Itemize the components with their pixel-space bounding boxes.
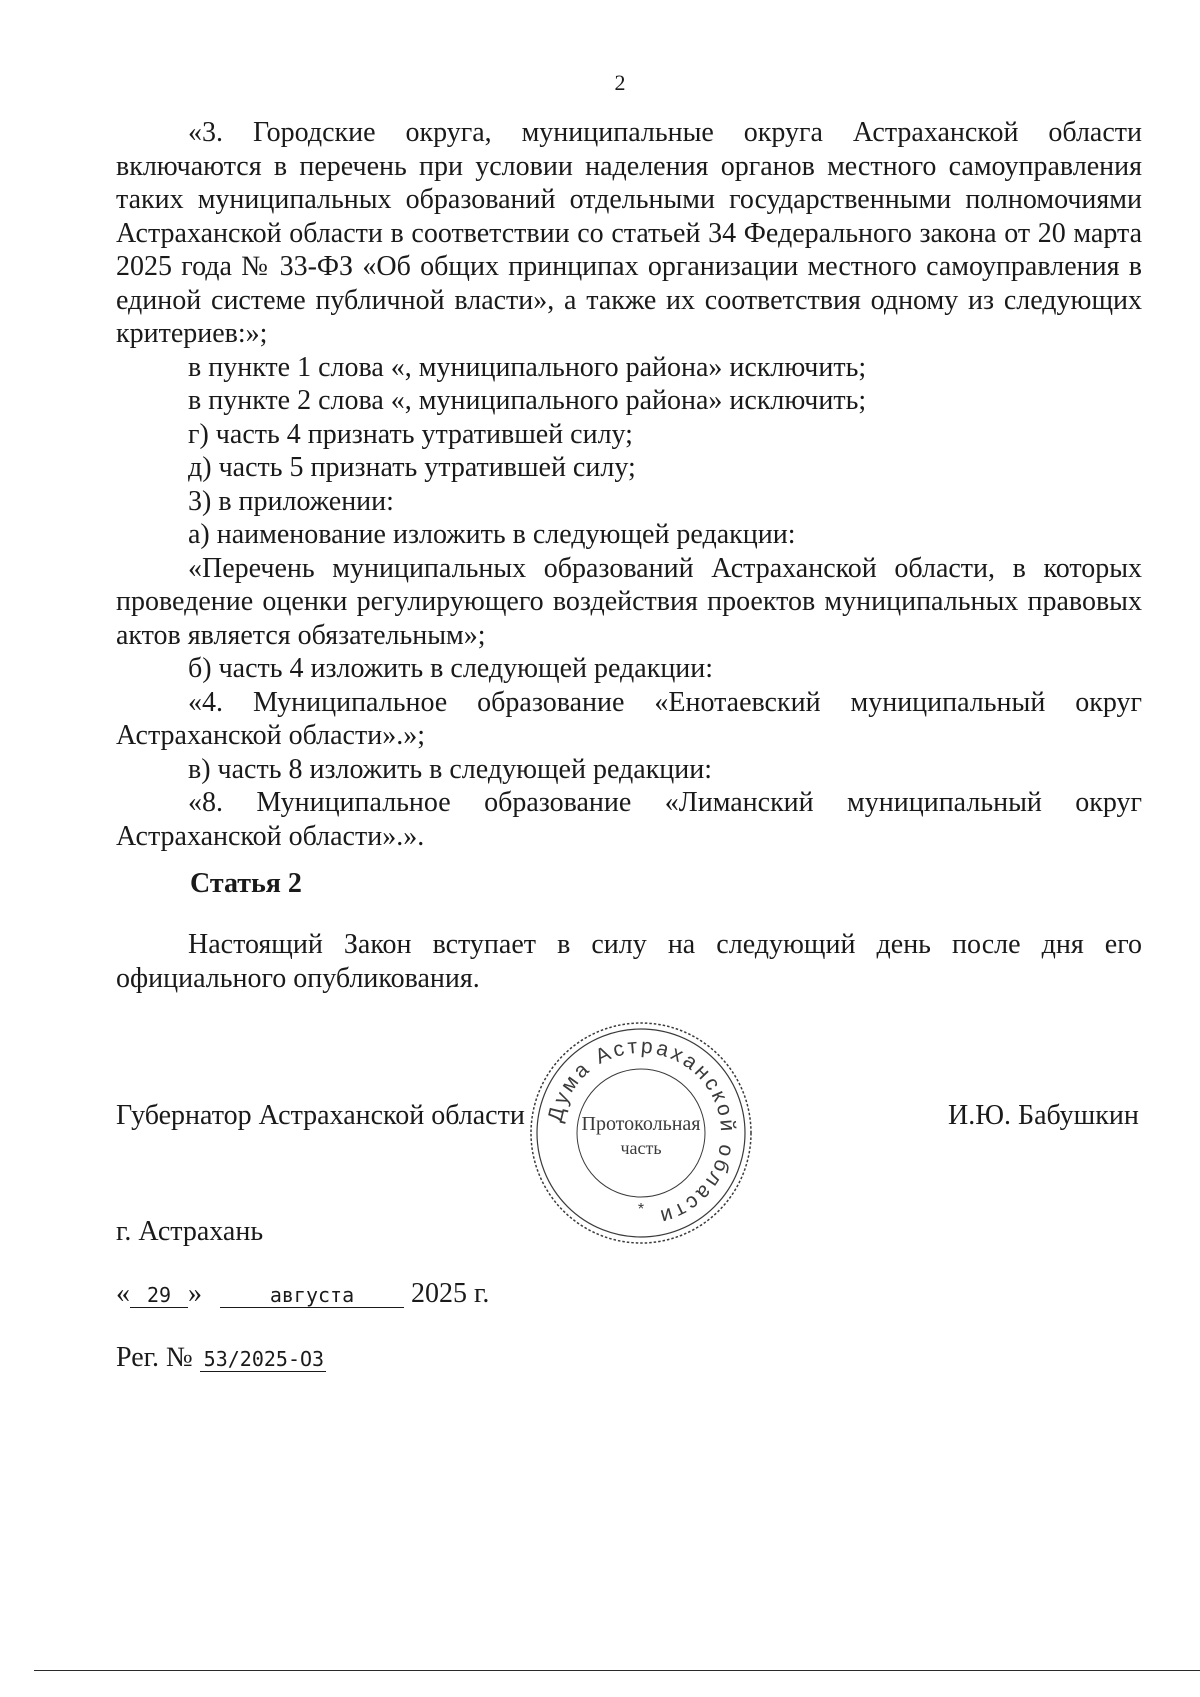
date-open-quote: « bbox=[116, 1278, 130, 1309]
signatory-position: Губернатор Астраханской области bbox=[116, 1100, 525, 1131]
paragraph: «Перечень муниципальных образований Астраханской области, в которых проведение оценки регулирующего воздействия проектов муниципальных правовых актов является обязательным»; bbox=[116, 552, 1142, 651]
stamp-center-line2: часть bbox=[620, 1138, 662, 1158]
registration-label: Рег. № bbox=[116, 1342, 193, 1373]
paragraph: «4. Муниципальное образование «Енотаевский муниципальный округ Астраханской области».»; bbox=[116, 686, 1142, 751]
date-line bbox=[116, 1278, 489, 1310]
official-stamp bbox=[526, 1018, 756, 1248]
date-close-quote: » bbox=[188, 1278, 202, 1309]
city: г. Астрахань bbox=[116, 1216, 264, 1247]
paragraph: а) наименование изложить в следующей редакции: bbox=[188, 519, 796, 550]
paragraph: д) часть 5 признать утратившей силу; bbox=[188, 452, 636, 483]
stamp-star: * bbox=[637, 1201, 645, 1218]
paragraph: «8. Муниципальное образование «Лиманский муниципальный округ Астраханской области».». bbox=[116, 787, 1142, 852]
document-body bbox=[116, 116, 1142, 853]
paragraph: в пункте 1 слова «, муниципального района» исключить; bbox=[188, 351, 867, 383]
paragraph: б) часть 4 изложить в следующей редакции: bbox=[188, 653, 714, 684]
page-bottom-rule bbox=[34, 1670, 1200, 1671]
paragraph: «3. Городские округа, муниципальные округа Астраханской области включаются в перечень при условии наделения органов местного самоуправления таких муниципальных образований отдельными государственными полномочиями Астраханской области в соответствии со статьей 34 Федерального закона от 20 марта 2025 года № 33-ФЗ «Об общих принципах организации местного самоуправления в единой системе публичной власти», а также их соответствия одному из следующих критериев:»; bbox=[116, 117, 1142, 349]
article-body bbox=[116, 928, 1142, 995]
paragraph: в пункте 2 слова «, муниципального района» исключить; bbox=[188, 385, 867, 416]
paragraph: в) часть 8 изложить в следующей редакции: bbox=[188, 753, 713, 785]
paragraph: г) часть 4 признать утратившей силу; bbox=[188, 418, 633, 450]
stamp-center-line1: Протокольная bbox=[581, 1113, 701, 1135]
signatory-name: И.Ю. Бабушкин bbox=[948, 1100, 1139, 1131]
article-heading: Статья 2 bbox=[190, 868, 302, 899]
registration-number: 53/2025-ОЗ bbox=[200, 1347, 326, 1372]
paragraph: 3) в приложении: bbox=[188, 485, 394, 517]
page-number: 2 bbox=[614, 70, 626, 95]
date-day: 29 bbox=[130, 1283, 188, 1308]
paragraph: Настоящий Закон вступает в силу на следующий день после дня его официального опубликования. bbox=[116, 929, 1142, 994]
date-year: 2025 г. bbox=[411, 1278, 490, 1309]
registration-line bbox=[116, 1342, 326, 1374]
stamp-ring-text: Дума Астраханской области bbox=[543, 1034, 740, 1230]
date-month: августа bbox=[220, 1283, 404, 1308]
